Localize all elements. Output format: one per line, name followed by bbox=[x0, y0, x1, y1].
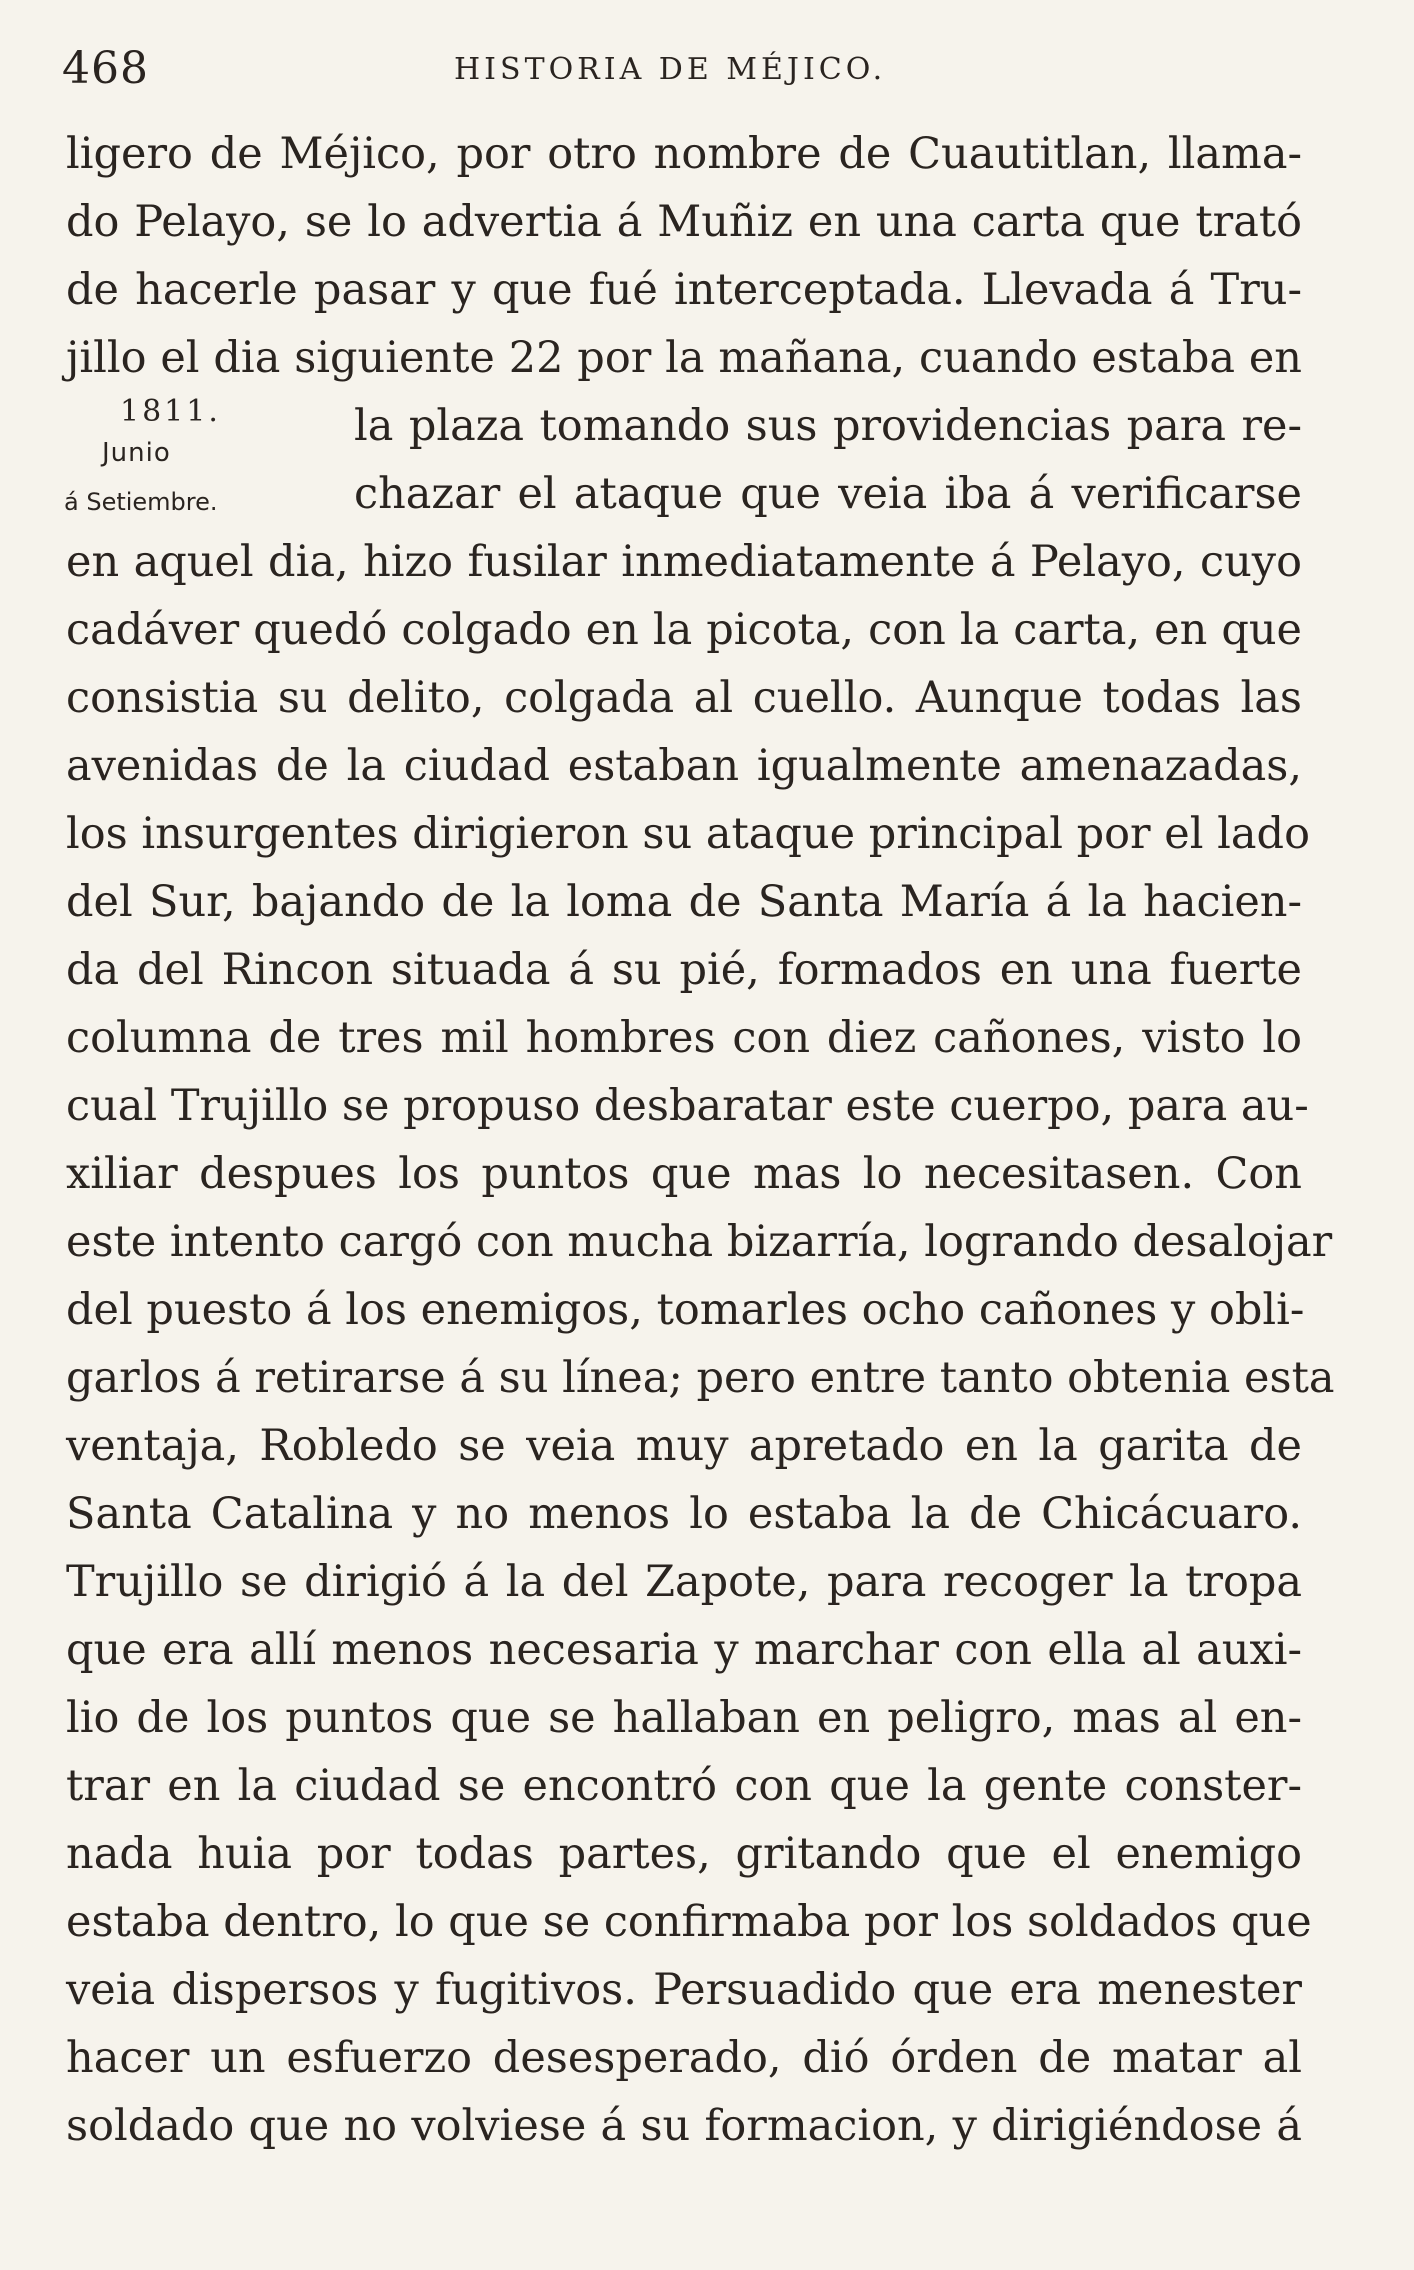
text-line: cadáver quedó colgado en la picota, con la carta, en que bbox=[66, 605, 1302, 655]
text-line: nada huia por todas partes, gritando que el enemigo bbox=[66, 1829, 1302, 1879]
text-line: columna de tres mil hombres con diez cañones, visto lo bbox=[66, 1013, 1302, 1063]
text-line: hacer un esfuerzo desesperado, dió órden de matar al bbox=[66, 2033, 1302, 2083]
page-number: 468 bbox=[62, 43, 149, 94]
page-header bbox=[62, 44, 1302, 94]
text-line: en aquel dia, hizo fusilar inmediatamente á Pelayo, cuyo bbox=[66, 537, 1302, 587]
text-line: jillo el dia siguiente 22 por la mañana, cuando estaba en bbox=[66, 333, 1302, 383]
text-line: avenidas de la ciudad estaban igualmente amenazadas, bbox=[66, 741, 1302, 791]
running-head: HISTORIA DE MÉJICO. bbox=[454, 52, 887, 87]
text-line: del puesto á los enemigos, tomarles ocho cañones y obli- bbox=[66, 1285, 1305, 1335]
margin-note-range: á Setiembre. bbox=[64, 488, 218, 516]
text-line: do Pelayo, se lo advertia á Muñiz en una carta que trató bbox=[66, 197, 1302, 247]
text-line: xiliar despues los puntos que mas lo necesitasen. Con bbox=[66, 1149, 1302, 1199]
text-line: Santa Catalina y no menos lo estaba la de Chicácuaro. bbox=[66, 1489, 1302, 1539]
text-line: chazar el ataque que veia iba á verificarse bbox=[354, 469, 1302, 519]
text-line: ligero de Méjico, por otro nombre de Cuautitlan, llama- bbox=[66, 129, 1302, 179]
text-line: la plaza tomando sus providencias para re- bbox=[354, 401, 1302, 451]
text-line: ventaja, Robledo se veia muy apretado en la garita de bbox=[66, 1421, 1302, 1471]
text-line: Trujillo se dirigió á la del Zapote, para recoger la tropa bbox=[66, 1557, 1302, 1607]
text-line: trar en la ciudad se encontró con que la gente conster- bbox=[66, 1761, 1302, 1811]
text-line: este intento cargó con mucha bizarría, logrando desalojar bbox=[66, 1217, 1333, 1267]
text-line: da del Rincon situada á su pié, formados en una fuerte bbox=[66, 945, 1302, 995]
text-line: estaba dentro, lo que se confirmaba por los soldados que bbox=[66, 1897, 1312, 1947]
text-line: lio de los puntos que se hallaban en peligro, mas al en- bbox=[66, 1693, 1302, 1743]
text-line: que era allí menos necesaria y marchar con ella al auxi- bbox=[66, 1625, 1302, 1675]
text-line: del Sur, bajando de la loma de Santa María á la hacien- bbox=[66, 877, 1302, 927]
text-line: consistia su delito, colgada al cuello. Aunque todas las bbox=[66, 673, 1302, 723]
text-line: cual Trujillo se propuso desbaratar este cuerpo, para au- bbox=[66, 1081, 1309, 1131]
text-line: soldado que no volviese á su formacion, y dirigiéndose á bbox=[66, 2101, 1302, 2151]
margin-note-month: Junio bbox=[102, 438, 171, 468]
text-line: los insurgentes dirigieron su ataque principal por el lado bbox=[66, 809, 1310, 859]
text-line: garlos á retirarse á su línea; pero entre tanto obtenia esta bbox=[66, 1353, 1335, 1403]
text-line: veia dispersos y fugitivos. Persuadido que era menester bbox=[66, 1965, 1302, 2015]
text-line: de hacerle pasar y que fué interceptada. Llevada á Tru- bbox=[66, 265, 1302, 315]
margin-note-year: 1811. bbox=[120, 394, 221, 429]
